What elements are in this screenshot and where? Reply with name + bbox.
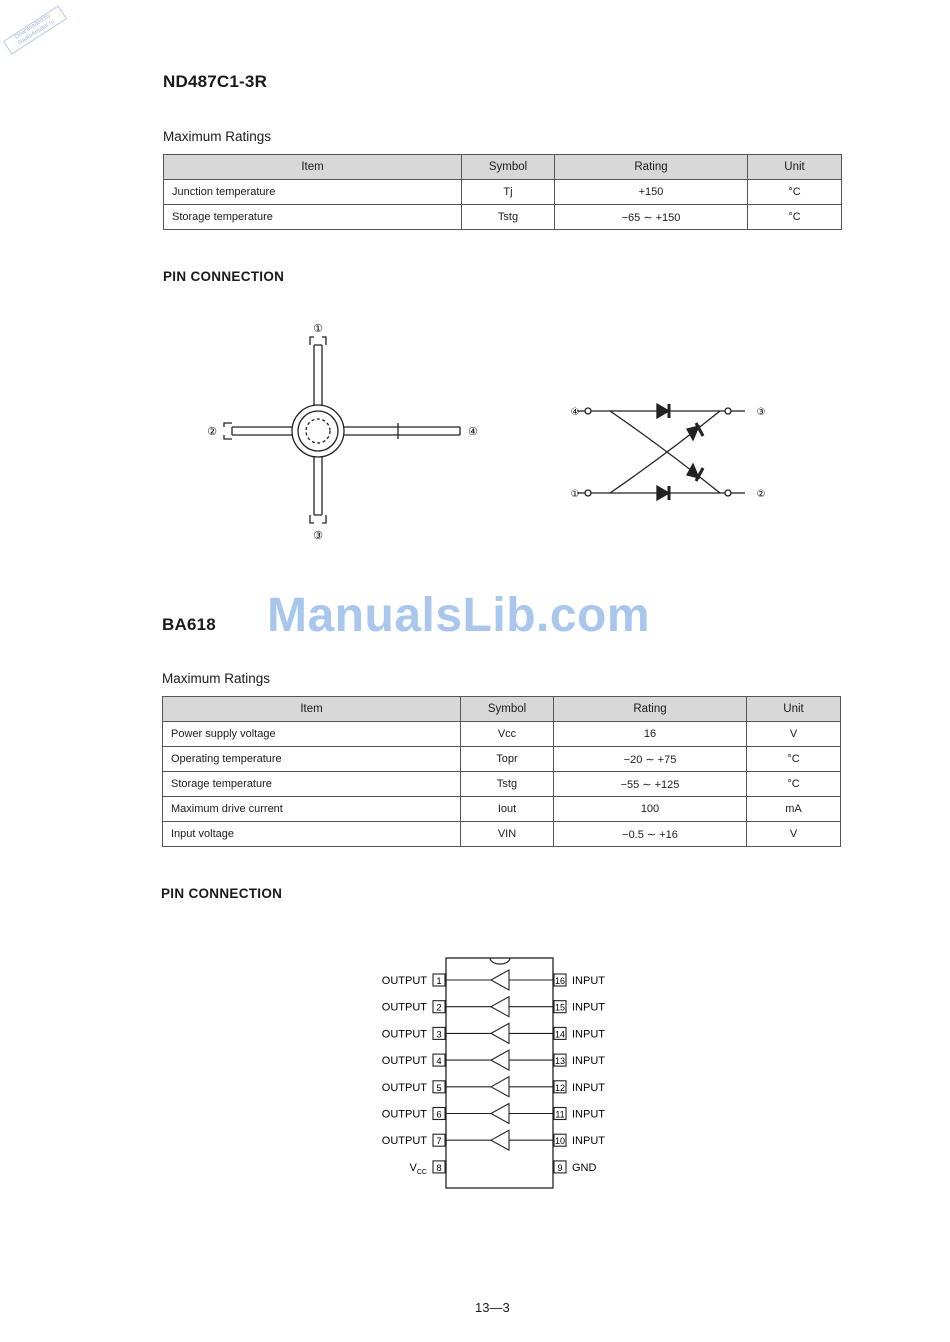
package-body bbox=[292, 405, 344, 457]
lead-top bbox=[314, 345, 322, 406]
pin-label-left: ② bbox=[207, 426, 217, 438]
ratings-label-1: Maximum Ratings bbox=[163, 129, 272, 144]
pin-number: 15 bbox=[554, 1002, 566, 1013]
pin-label-bottom: ③ bbox=[313, 530, 323, 542]
cell-rating: −55 ∼ +125 bbox=[554, 772, 747, 797]
diode-bottom bbox=[657, 486, 669, 500]
pin-label: OUTPUT bbox=[381, 1081, 427, 1094]
col-header-rating: Rating bbox=[554, 697, 747, 722]
pin-number: 8 bbox=[436, 1162, 442, 1174]
pin-connection-heading-1: PIN CONNECTION bbox=[163, 269, 285, 284]
watermark-text: ManualsLib.com bbox=[267, 589, 651, 642]
table-row bbox=[163, 797, 841, 822]
pin-number: 9 bbox=[557, 1162, 563, 1173]
table-row bbox=[163, 822, 841, 847]
pin-label: OUTPUT bbox=[381, 1028, 427, 1041]
cell-unit: V bbox=[747, 822, 841, 847]
buffer-group bbox=[446, 970, 553, 1150]
package-die bbox=[306, 419, 330, 443]
part-title-nd487c1: ND487C1-3R bbox=[163, 72, 268, 91]
cell-rating: −0.5 ∼ +16 bbox=[554, 822, 747, 847]
cell-symbol: VIN bbox=[461, 822, 554, 847]
pin-label: INPUT bbox=[572, 1055, 605, 1068]
cell-symbol: Tstg bbox=[462, 205, 555, 230]
pin-number: 4 bbox=[436, 1056, 442, 1068]
cell-symbol: Iout bbox=[461, 797, 554, 822]
cell-unit: °C bbox=[748, 205, 842, 230]
cell-unit: V bbox=[747, 722, 841, 747]
pin-label: INPUT bbox=[572, 1001, 605, 1014]
buffer-triangle bbox=[491, 1077, 509, 1097]
cell-rating: −65 ∼ +150 bbox=[555, 205, 748, 230]
cell-symbol: Tstg bbox=[461, 772, 554, 797]
ratings-table-1 bbox=[163, 154, 842, 230]
cell-unit: °C bbox=[747, 747, 841, 772]
package-inner-ring bbox=[298, 411, 338, 451]
circuit-pin-4: ④ bbox=[570, 407, 580, 418]
cell-item: Storage temperature bbox=[163, 772, 461, 797]
pin-label: OUTPUT bbox=[381, 1001, 427, 1014]
pin-number: 2 bbox=[436, 1002, 442, 1014]
cell-unit: mA bbox=[747, 797, 841, 822]
pin-connection-heading-2: PIN CONNECTION bbox=[161, 886, 283, 901]
pin-number: 10 bbox=[554, 1136, 566, 1147]
pin-label: OUTPUT bbox=[381, 1055, 427, 1068]
cell-unit: °C bbox=[747, 772, 841, 797]
page-number: 13—3 bbox=[475, 1300, 510, 1315]
pin-number: 11 bbox=[555, 1109, 565, 1120]
ic-body bbox=[446, 958, 553, 1188]
col-header-symbol: Symbol bbox=[462, 155, 555, 180]
table-row bbox=[163, 772, 841, 797]
col-header-unit: Unit bbox=[747, 697, 841, 722]
cell-symbol: Topr bbox=[461, 747, 554, 772]
ic-notch bbox=[490, 958, 510, 964]
pin-number: 16 bbox=[554, 976, 566, 986]
table-row bbox=[164, 180, 842, 205]
cell-item: Maximum drive current bbox=[163, 797, 461, 822]
col-header-unit: Unit bbox=[748, 155, 842, 180]
pin-number: 7 bbox=[436, 1136, 442, 1148]
pin-label-top: ① bbox=[313, 323, 323, 335]
col-header-rating: Rating bbox=[555, 155, 748, 180]
table-header-row bbox=[163, 697, 841, 722]
cell-item: Operating temperature bbox=[163, 747, 461, 772]
table-row bbox=[164, 205, 842, 230]
pin-number: 1 bbox=[436, 976, 442, 987]
pin-number: 3 bbox=[436, 1029, 442, 1041]
pin-label: GND bbox=[572, 1161, 597, 1174]
pin-number: 14 bbox=[554, 1029, 566, 1040]
cell-rating: −20 ∼ +75 bbox=[554, 747, 747, 772]
cell-item: Storage temperature bbox=[164, 205, 462, 230]
left-pin-group bbox=[382, 974, 445, 1176]
diode-circuit-diagram bbox=[565, 395, 775, 510]
ratings-table-2 bbox=[162, 696, 841, 847]
table-header-row bbox=[164, 155, 842, 180]
cell-unit: °C bbox=[748, 180, 842, 205]
cell-symbol: Vcc bbox=[461, 722, 554, 747]
table-row bbox=[163, 747, 841, 772]
cell-rating: +150 bbox=[555, 180, 748, 205]
ratings-label-2: Maximum Ratings bbox=[162, 671, 271, 686]
buffer-triangle bbox=[491, 1104, 509, 1124]
lead-left bbox=[232, 427, 293, 435]
circuit-pin-1: ① bbox=[570, 489, 580, 500]
pin-label-right: ④ bbox=[468, 426, 478, 438]
cell-item: Power supply voltage bbox=[163, 722, 461, 747]
circuit-pin-3: ③ bbox=[756, 407, 766, 418]
pin-label: INPUT bbox=[572, 1028, 605, 1041]
ic-pinout-diagram bbox=[370, 950, 620, 1195]
lead-right bbox=[343, 427, 460, 435]
right-pin-group bbox=[554, 974, 605, 1174]
buffer-triangle bbox=[491, 970, 509, 990]
table-row bbox=[163, 722, 841, 747]
pin-label: OUTPUT bbox=[381, 1135, 427, 1148]
buffer-triangle bbox=[491, 997, 509, 1017]
pin-label: OUTPUT bbox=[381, 1108, 427, 1121]
circuit-pin-2: ② bbox=[756, 489, 766, 500]
cell-rating: 16 bbox=[554, 722, 747, 747]
pin-label: $V_{CC}$ bbox=[409, 1161, 427, 1176]
col-header-item: Item bbox=[164, 155, 462, 180]
diode-top bbox=[657, 404, 669, 418]
package-outline-diagram bbox=[200, 315, 490, 545]
cell-item: Input voltage bbox=[163, 822, 461, 847]
pin-number: 5 bbox=[436, 1082, 442, 1094]
cell-symbol: Tj bbox=[462, 180, 555, 205]
download-stamp: Downloaded by RadioAmator.ru bbox=[3, 5, 67, 54]
buffer-triangle bbox=[491, 1023, 509, 1043]
part-title-ba618: BA618 bbox=[162, 615, 216, 634]
pin-number: 13 bbox=[554, 1056, 566, 1067]
pin-label: INPUT bbox=[572, 1081, 605, 1094]
pin-label: INPUT bbox=[572, 1108, 605, 1121]
cell-item: Junction temperature bbox=[164, 180, 462, 205]
pin-label: INPUT bbox=[572, 975, 605, 987]
col-header-item: Item bbox=[163, 697, 461, 722]
buffer-triangle bbox=[491, 1050, 509, 1070]
pin-label: INPUT bbox=[572, 1135, 605, 1148]
pin-number: 6 bbox=[436, 1109, 442, 1121]
pin-label: OUTPUT bbox=[381, 975, 427, 987]
col-header-symbol: Symbol bbox=[461, 697, 554, 722]
cell-rating: 100 bbox=[554, 797, 747, 822]
buffer-triangle bbox=[491, 1130, 509, 1150]
pin-number: 12 bbox=[554, 1082, 566, 1093]
lead-bottom bbox=[314, 456, 322, 515]
